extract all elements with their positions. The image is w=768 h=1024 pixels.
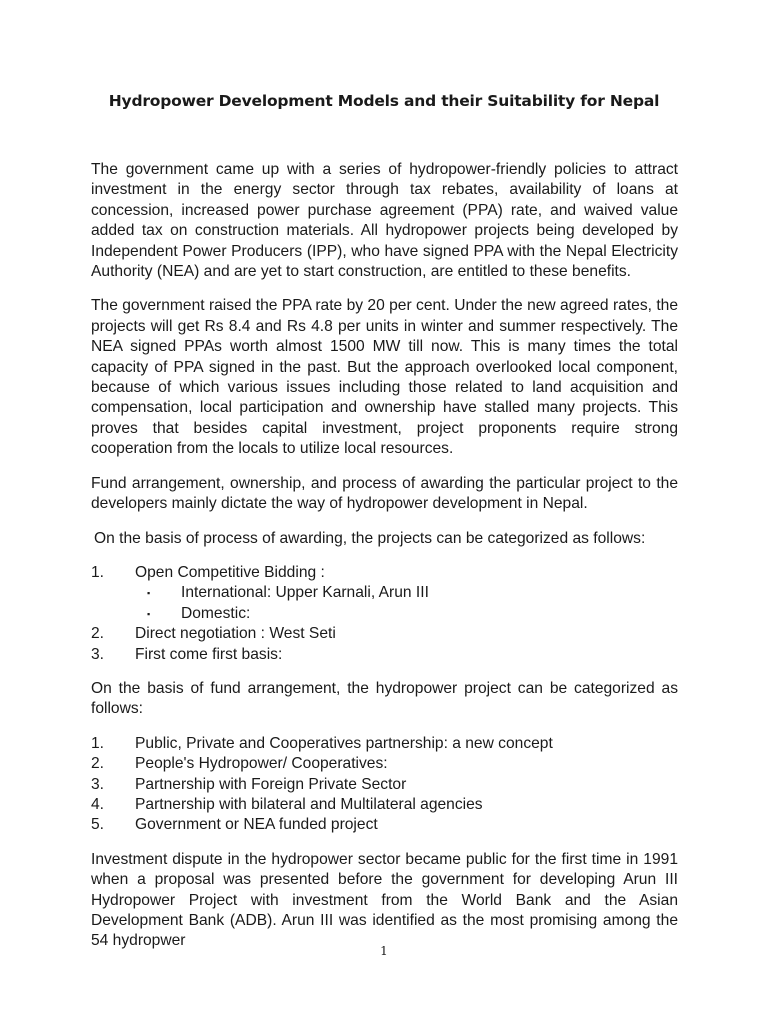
paragraph-fund-intro: On the basis of fund arrangement, the hydropower project can be categorized as follows: [91,679,678,718]
list-item [91,734,678,754]
document-title: Hydropower Development Models and their Suitability for Nepal [108,92,660,110]
list-number: 3. [91,775,105,793]
paragraph-policies: The government came up with a series of hydropower-friendly policies to attract investment in the energy sector through tax rebates, availability of loans at concession, increased power purchase agreement (PPA) rate, and waived value added tax on construction materials. All hydropower projects being developed by Independent Power Producers (IPP), who have signed PPA with the Nepal Electricity Authority (NEA) and are yet to start construction, are entitled to these benefits. [91,161,678,281]
paragraph-fund-arrangement: Fund arrangement, ownership, and process of awarding the particular project to the developers mainly dictate the way of hydropower development in Nepal. [91,474,678,513]
paragraph-investment-dispute: Investment dispute in the hydropower sector became public for the first time in 1991 when a proposal was presented before the government for developing Arun III Hydropower Project with investment from the World Bank and the Asian Development Bank (ADB). Arun III was identified as the most promising among the 54 hydropwer [91,850,678,950]
page-number: 1 [380,944,388,958]
document-body [91,160,678,966]
list-text: Partnership with bilateral and Multilateral agencies [135,795,483,813]
sub-list-text: Domestic: [181,604,251,622]
list-number: 3. [91,645,105,663]
sub-list-item [91,583,678,603]
list-number: 2. [91,755,105,773]
list-text: Government or NEA funded project [135,816,378,834]
list-item [91,754,678,774]
list-text: People's Hydropower/ Cooperatives: [135,755,388,773]
square-bullet-icon: ▪ [147,588,151,599]
list-number: 1. [91,563,105,581]
list-item [91,815,678,835]
list-item [91,795,678,815]
list-item [91,624,678,644]
paragraph-awarding-intro: On the basis of process of awarding, the projects can be categorized as follows: [94,529,646,547]
sub-list-item [91,604,678,624]
list-text: Open Competitive Bidding : [135,563,325,581]
awarding-list [91,563,678,665]
list-item [91,775,678,795]
paragraph-ppa-rate: The government raised the PPA rate by 20 per cent. Under the new agreed rates, the projects will get Rs 8.4 and Rs 4.8 per units in winter and summer respectively. The NEA signed PPAs worth almost 1500 MW till now. This is many times the total capacity of PPA signed in the past. But the approach overlooked local component, because of which various issues including those related to land acquisition and compensation, local participation and ownership have stalled many projects. This proves that besides capital investment, project proponents require strong cooperation from the locals to utilize local resources. [91,297,678,458]
list-text: Public, Private and Cooperatives partnership: a new concept [135,734,553,752]
list-item [91,645,678,665]
list-item [91,563,678,624]
sub-list-text: International: Upper Karnali, Arun III [181,584,429,602]
list-number: 1. [91,734,105,752]
list-text: First come first basis: [135,645,283,663]
list-text: Direct negotiation : West Seti [135,625,336,643]
fund-list [91,734,678,836]
list-text: Partnership with Foreign Private Sector [135,775,407,793]
list-number: 4. [91,795,105,813]
list-number: 5. [91,816,105,834]
square-bullet-icon: ▪ [147,608,151,619]
list-number: 2. [91,625,105,643]
sub-list [91,583,678,624]
